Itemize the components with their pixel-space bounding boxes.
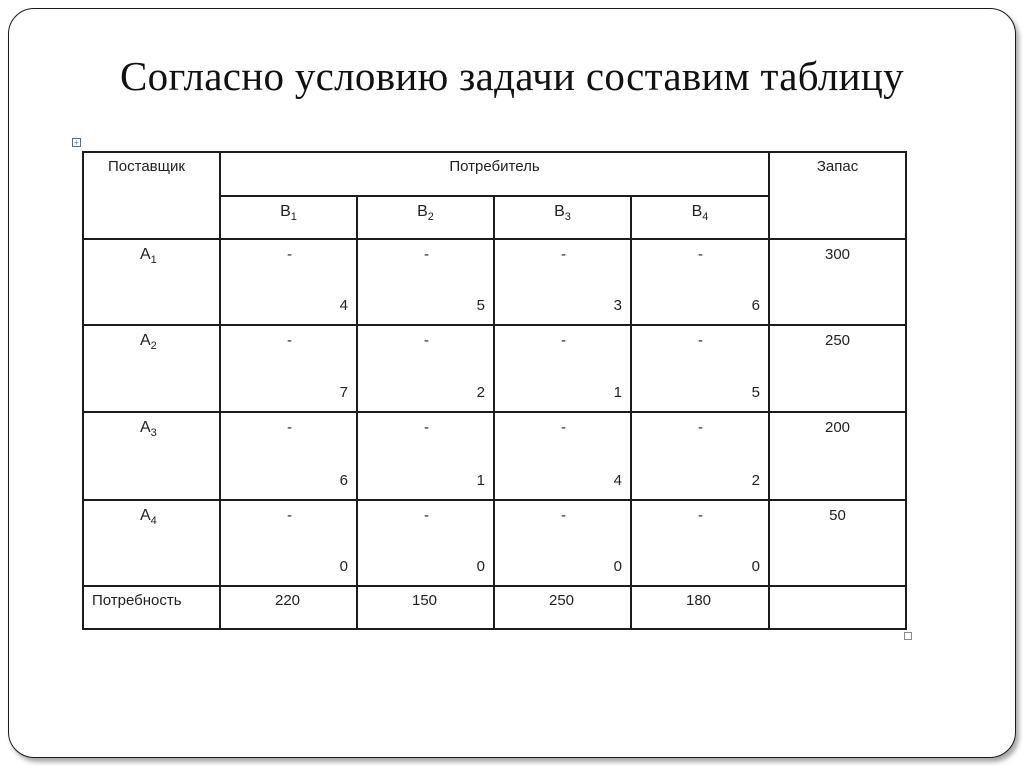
consumer-header: Потребитель bbox=[220, 152, 769, 196]
stock-header: Запас bbox=[769, 152, 906, 239]
table-cell bbox=[631, 325, 769, 412]
table-cell bbox=[494, 500, 631, 586]
table-resize-handle[interactable] bbox=[904, 632, 912, 640]
supplier-label-a2: $A_2$ bbox=[83, 325, 220, 412]
allocation-value: - bbox=[698, 246, 703, 263]
supplier-label-a4: $A_4$ bbox=[83, 500, 220, 586]
cost-value: 6 bbox=[751, 297, 761, 314]
demand-value-b3: 250 bbox=[494, 586, 631, 629]
table-cell bbox=[220, 239, 357, 325]
cost-value: 0 bbox=[476, 558, 485, 575]
allocation-value: - bbox=[424, 507, 429, 524]
consumer-header-b3: $B_3$ bbox=[494, 196, 631, 239]
cost-value: 5 bbox=[751, 384, 761, 401]
allocation-value: - bbox=[287, 419, 292, 436]
demand-value-b1: 220 bbox=[220, 586, 357, 629]
allocation-value: - bbox=[698, 507, 703, 524]
allocation-value: - bbox=[561, 332, 566, 349]
stock-value-a3: 200 bbox=[769, 412, 906, 500]
table-row bbox=[83, 412, 906, 500]
allocation-value: - bbox=[698, 419, 703, 436]
supplier-header: Поставщик bbox=[83, 152, 220, 239]
cost-value: 3 bbox=[613, 297, 622, 314]
allocation-value: - bbox=[561, 419, 566, 436]
consumer-header-b1: $B_1$ bbox=[220, 196, 357, 239]
demand-row bbox=[83, 586, 906, 629]
allocation-value: - bbox=[561, 507, 566, 524]
cost-value: 5 bbox=[476, 297, 485, 314]
cost-value: 7 bbox=[339, 384, 348, 401]
demand-value-b2: 150 bbox=[357, 586, 494, 629]
demand-value-b4: 180 bbox=[631, 586, 769, 629]
table-cell bbox=[494, 239, 631, 325]
allocation-value: - bbox=[698, 332, 703, 349]
table-row bbox=[83, 325, 906, 412]
table-row bbox=[83, 500, 906, 586]
table-cell bbox=[220, 325, 357, 412]
supplier-label-a3: $A_3$ bbox=[83, 412, 220, 500]
table-cell bbox=[357, 239, 494, 325]
cost-value: 4 bbox=[613, 472, 622, 489]
consumer-header-b2: $B_2$ bbox=[357, 196, 494, 239]
allocation-value: - bbox=[287, 332, 292, 349]
transport-table bbox=[82, 151, 907, 630]
cost-value: 4 bbox=[339, 297, 348, 314]
allocation-value: - bbox=[424, 332, 429, 349]
table-cell bbox=[357, 500, 494, 586]
empty-cell bbox=[769, 586, 906, 629]
table-row bbox=[83, 239, 906, 325]
cost-value: 0 bbox=[339, 558, 348, 575]
table-cell bbox=[357, 412, 494, 500]
cost-value: 2 bbox=[751, 472, 761, 489]
stock-value-a2: 250 bbox=[769, 325, 906, 412]
table-cell bbox=[494, 325, 631, 412]
slide-title: Согласно условию задачи составим таблицу bbox=[120, 53, 904, 99]
cost-value: 6 bbox=[339, 472, 348, 489]
table-cell bbox=[631, 239, 769, 325]
supplier-label-a1: $A_1$ bbox=[83, 239, 220, 325]
table-cell bbox=[357, 325, 494, 412]
table-cell bbox=[631, 500, 769, 586]
cost-value: 0 bbox=[613, 558, 622, 575]
allocation-value: - bbox=[561, 246, 566, 263]
cost-value: 2 bbox=[476, 384, 485, 401]
cost-value: 1 bbox=[613, 384, 622, 401]
table-cell bbox=[220, 412, 357, 500]
consumer-header-b4: $B_4$ bbox=[631, 196, 769, 239]
allocation-value: - bbox=[424, 419, 429, 436]
table-cell bbox=[220, 500, 357, 586]
allocation-value: - bbox=[287, 246, 292, 263]
table-cell bbox=[494, 412, 631, 500]
cost-value: 0 bbox=[751, 558, 761, 575]
allocation-value: - bbox=[424, 246, 429, 263]
cost-value: 1 bbox=[476, 472, 485, 489]
table-cell bbox=[631, 412, 769, 500]
table-move-handle-icon[interactable]: + bbox=[72, 138, 81, 147]
stock-value-a4: 50 bbox=[769, 500, 906, 586]
demand-label: Потребность bbox=[83, 586, 220, 629]
stock-value-a1: 300 bbox=[769, 239, 906, 325]
allocation-value: - bbox=[287, 507, 292, 524]
